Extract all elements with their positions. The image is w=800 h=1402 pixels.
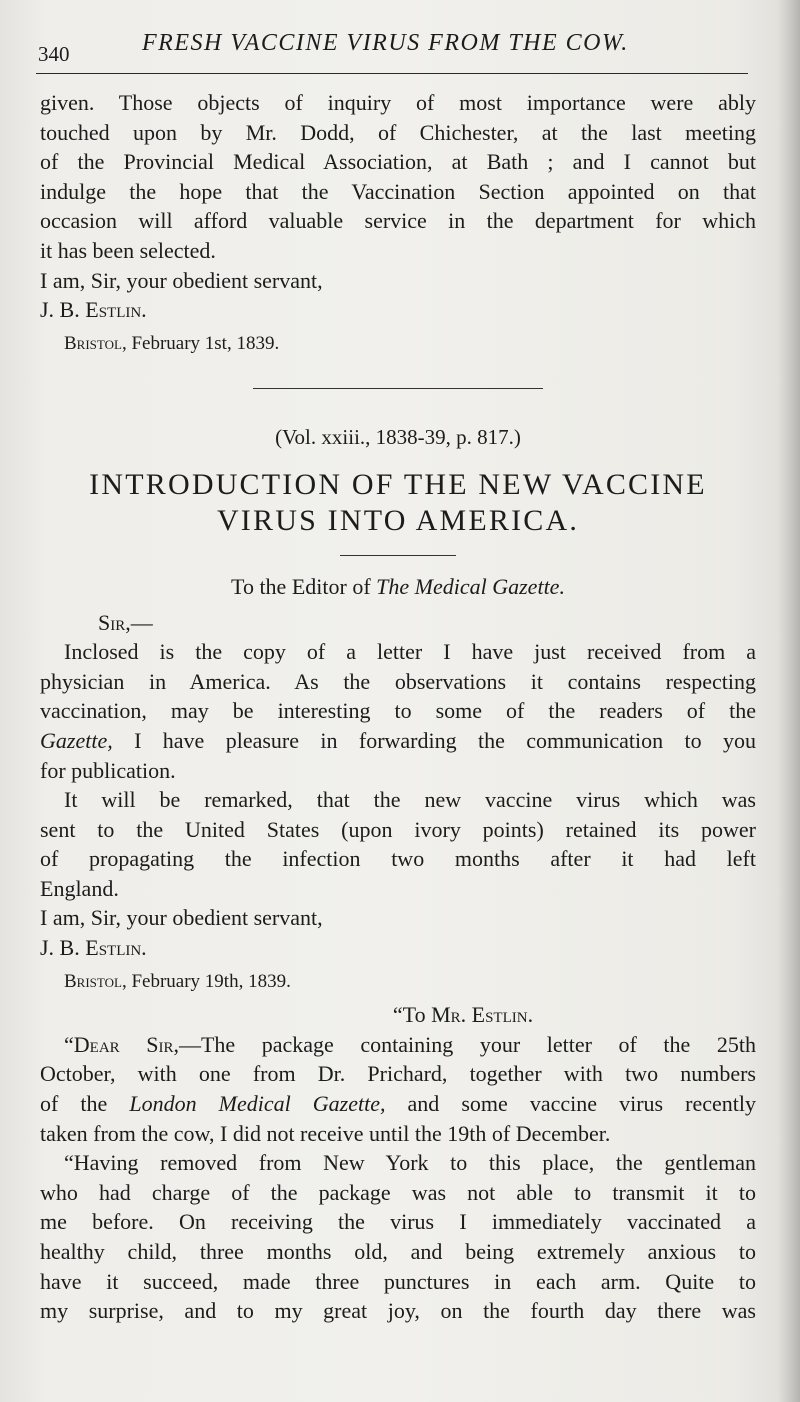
header-rule xyxy=(36,73,748,74)
text-line: given. Those objects of inquiry of most importance were ably xyxy=(40,90,756,115)
page-edge-shadow xyxy=(778,0,800,1402)
text-line: sent to the United States (upon ivory points) retained its power xyxy=(40,816,756,842)
text-line: October, with one from Dr. Prichard, together with two numbers xyxy=(40,1061,756,1087)
text-line: of propagating the infection two months after it had left xyxy=(40,846,756,872)
text-line: healthy child, three months old, and being extremely anxious to xyxy=(40,1239,756,1264)
letter-dateline: Bristol, February 1st, 1839. xyxy=(64,332,280,354)
text-line: “Dear Sir,—The package containing your letter of the 25th xyxy=(64,1031,756,1057)
text-line: taken from the cow, I did not receive until the 19th of December. xyxy=(40,1120,611,1146)
text-line: Inclosed is the copy of a letter I have just received from a xyxy=(64,639,756,665)
text-line: It will be remarked, that the new vaccine virus which was xyxy=(64,787,756,813)
text-line: for publication. xyxy=(40,757,176,783)
text-line: “Having removed from New York to this place, the gentleman xyxy=(64,1150,756,1176)
letter-signature: J. B. Estlin. xyxy=(40,297,147,323)
text-line: vaccination, may be interesting to some of the readers of the xyxy=(40,698,756,724)
text-line: it has been selected. xyxy=(40,237,216,263)
text-line: Gazette, I have pleasure in forwarding the communication to you xyxy=(40,727,756,753)
text-line: of the Provincial Medical Association, at Bath ; and I cannot but xyxy=(40,149,756,175)
title-divider xyxy=(340,555,456,556)
salutation: Sir,— xyxy=(98,609,153,635)
running-title: FRESH VACCINE VIRUS FROM THE COW. xyxy=(142,30,629,56)
text-line: have it succeed, made three punctures in each arm. Quite to xyxy=(40,1268,756,1294)
section-divider xyxy=(253,388,543,389)
text-line: of the London Medical Gazette, and some vaccine virus recently xyxy=(40,1091,756,1117)
letter-3 xyxy=(40,1000,756,1326)
text-line: touched upon by Mr. Dodd, of Chichester, at the last meeting xyxy=(40,119,756,145)
letter-1 xyxy=(40,88,756,358)
article-title: INTRODUCTION OF THE NEW VACCINE VIRUS INTO AMERICA. xyxy=(89,467,707,537)
addressee: To the Editor of The Medical Gazette. xyxy=(231,573,565,599)
volume-reference: (Vol. xxiii., 1838-39, p. 817.) xyxy=(275,425,521,450)
text-line: England. xyxy=(40,875,119,901)
addressee: “To Mr. Estlin. xyxy=(392,1002,534,1028)
letter-signature: J. B. Estlin. xyxy=(40,935,147,961)
text-line: me before. On receiving the virus I immediately vaccinated a xyxy=(40,1209,756,1235)
page-number: 340 xyxy=(38,42,70,66)
letter-2 xyxy=(40,572,756,996)
letter-closing: I am, Sir, your obedient servant, xyxy=(40,267,323,293)
text-line: my surprise, and to my great joy, on the fourth day there was xyxy=(40,1298,756,1324)
text-line: who had charge of the package was not able to transmit it to xyxy=(40,1179,756,1205)
letter-closing: I am, Sir, your obedient servant, xyxy=(40,905,323,931)
body-text xyxy=(40,88,756,1326)
text-line: physician in America. As the observations it contains respecting xyxy=(40,668,756,694)
letter-dateline: Bristol, February 19th, 1839. xyxy=(64,970,291,992)
text-line: occasion will afford valuable service in the department for which xyxy=(40,208,756,234)
text-line: indulge the hope that the Vaccination Section appointed on that xyxy=(40,178,756,204)
page-header xyxy=(36,28,748,68)
